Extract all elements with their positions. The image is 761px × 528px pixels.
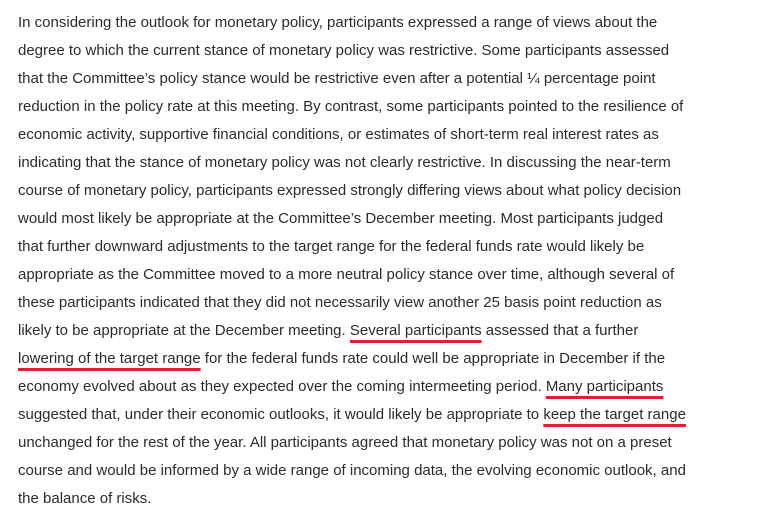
text-line: indicating that the stance of monetary policy was not clearly restrictive. In discussing the near-term xyxy=(18,154,671,171)
highlighted-phrase-many-participants: Many participants xyxy=(545,378,664,395)
text-line xyxy=(18,401,761,429)
highlighted-phrase-several-participants: Several participants xyxy=(349,322,482,339)
text-segment: assessed that a further xyxy=(481,322,639,339)
text-line xyxy=(18,317,761,345)
text-line: that the Committee’s policy stance would be restrictive even after a potential ¼ percentage point xyxy=(18,70,656,87)
text-line: economic activity, supportive financial conditions, or estimates of short-term real interest rates as xyxy=(18,126,659,143)
text-line: course and would be informed by a wide range of incoming data, the evolving economic outlook, and xyxy=(18,462,686,479)
text-line: these participants indicated that they did not necessarily view another 25 basis point reduction as xyxy=(18,294,662,311)
paragraph xyxy=(18,9,761,513)
highlighted-phrase-keep-target-range: keep the target range xyxy=(543,406,686,423)
text-line: course of monetary policy, participants expressed strongly differing views about what policy decision xyxy=(18,182,682,199)
text-line xyxy=(18,373,761,401)
text-line: degree to which the current stance of monetary policy was restrictive. Some participants assessed xyxy=(18,42,670,59)
highlighted-phrase-lowering-target-range: lowering of the target range xyxy=(18,350,201,367)
text-line: appropriate as the Committee moved to a more neutral policy stance over time, although several of xyxy=(18,266,675,283)
text-segment: for the federal funds rate could well be appropriate in December if the xyxy=(200,350,666,367)
text-segment: suggested that, under their economic outlooks, it would likely be appropriate to xyxy=(18,406,544,423)
text-segment: economy evolved about as they expected over the coming intermeeting period. xyxy=(18,378,546,395)
text-line: that further downward adjustments to the target range for the federal funds rate would likely be xyxy=(18,238,645,255)
text-line xyxy=(18,345,761,373)
text-line: In considering the outlook for monetary policy, participants expressed a range of views about the xyxy=(18,14,658,31)
text-line: would most likely be appropriate at the Committee’s December meeting. Most participants judged xyxy=(18,210,664,227)
text-line: reduction in the policy rate at this meeting. By contrast, some participants pointed to the resilience of xyxy=(18,98,684,115)
text-line: unchanged for the rest of the year. All participants agreed that monetary policy was not on a preset xyxy=(18,434,672,451)
text-line: the balance of risks. xyxy=(18,490,152,507)
text-segment: likely to be appropriate at the December meeting. xyxy=(18,322,350,339)
